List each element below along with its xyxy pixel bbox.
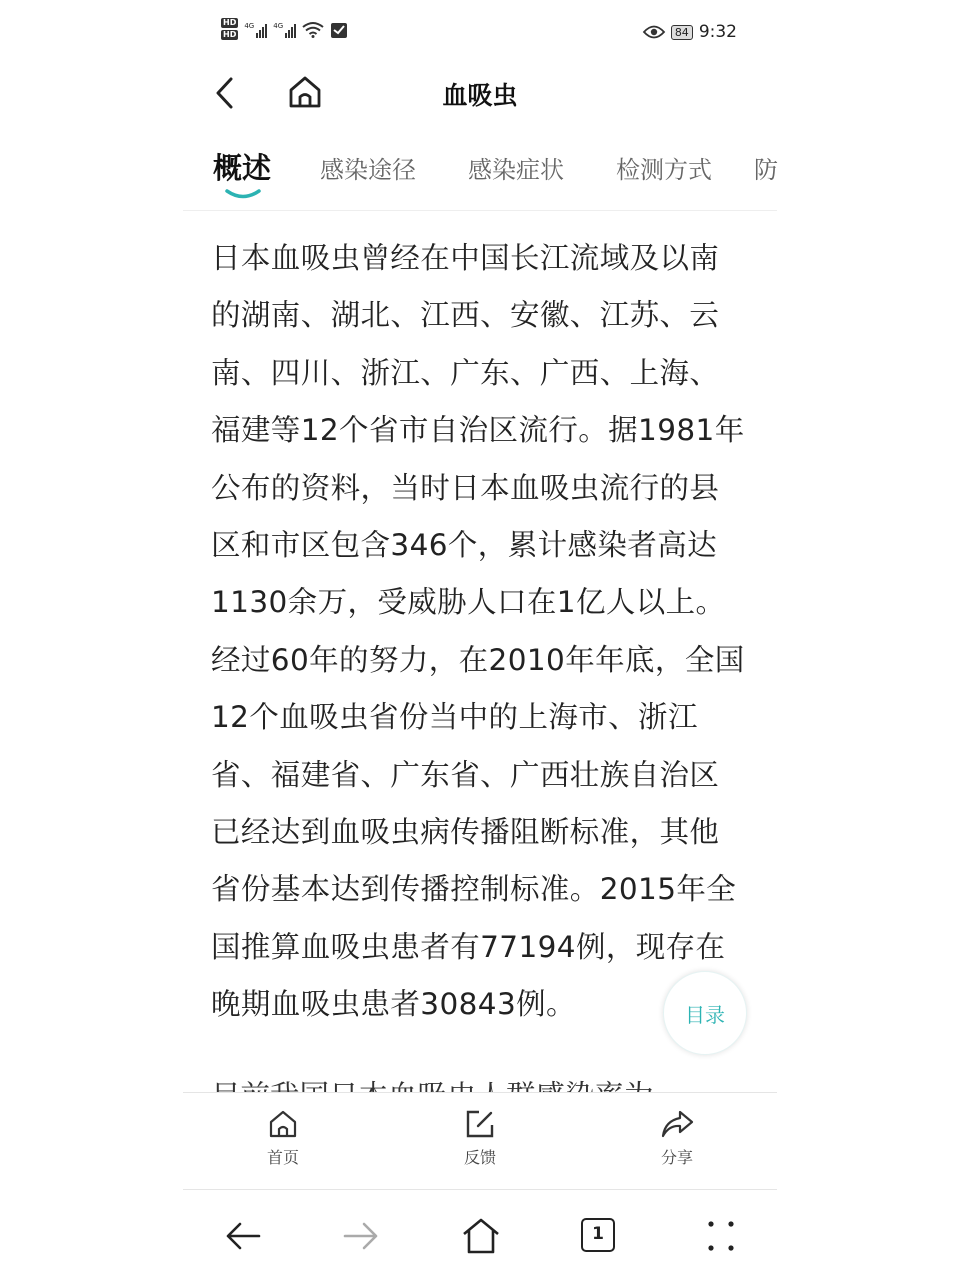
page-header xyxy=(183,64,777,122)
nav-tabs-button[interactable]: 1 xyxy=(581,1218,615,1252)
status-bar xyxy=(183,14,777,54)
signal-icon-1 xyxy=(244,22,267,38)
article-line: 经过60年的努力，在2010年年底，全国 xyxy=(211,642,745,677)
tab-infection-symptoms[interactable]: 感染症状 xyxy=(468,156,564,184)
tab-divider xyxy=(183,210,777,211)
nav-home-icon[interactable] xyxy=(461,1216,501,1256)
article-line: 1130余万，受威胁人口在1亿人以上。 xyxy=(211,585,726,620)
clock: 9:32 xyxy=(698,22,737,42)
bottom-toolbar xyxy=(183,1092,777,1190)
toc-button[interactable]: 目录 xyxy=(663,971,747,1055)
battery-icon: 84 xyxy=(671,25,693,40)
wifi-icon xyxy=(302,22,324,38)
article-line: 省份基本达到传播控制标准。2015年全 xyxy=(211,872,737,907)
status-left xyxy=(221,18,348,42)
hd-indicator xyxy=(221,18,238,42)
hd-label-2: HD xyxy=(223,30,237,39)
article-line: 日本血吸虫曾经在中国长江流域及以南 xyxy=(211,241,720,275)
article-line: 已经达到血吸虫病传播阻断标准，其他 xyxy=(211,815,720,850)
article-line: 的湖南、湖北、江西、安徽、江苏、云 xyxy=(211,298,720,333)
edit-icon xyxy=(465,1109,495,1139)
tab-detection-method[interactable]: 检测方式 xyxy=(616,156,712,184)
article-line: 区和市区包含346个，累计感染者高达 xyxy=(211,528,718,563)
article-body xyxy=(211,230,756,1034)
toolbar-feedback-button[interactable] xyxy=(430,1109,530,1168)
article-next-line-clipped xyxy=(211,1068,756,1094)
active-tab-indicator xyxy=(225,188,261,200)
article-line: 省、福建省、广东省、广西壮族自治区 xyxy=(211,757,720,792)
tab-infection-route[interactable]: 感染途径 xyxy=(320,156,416,184)
article-line: 12个血吸虫省份当中的上海市、浙江 xyxy=(211,700,698,735)
phone-screen xyxy=(183,0,777,1280)
status-right xyxy=(643,22,737,42)
article-line: 国推算血吸虫患者有77194例，现存在 xyxy=(211,929,726,964)
notification-icon xyxy=(330,21,348,39)
nav-back-icon[interactable] xyxy=(223,1216,263,1256)
hd-label-1: HD xyxy=(223,18,237,27)
article-line: 福建等12个省市自治区流行。据1981年 xyxy=(211,413,745,448)
signal-icon-2 xyxy=(273,22,296,38)
toolbar-feedback-label: 反馈 xyxy=(463,1148,496,1167)
nav-forward-icon[interactable] xyxy=(341,1216,381,1256)
toolbar-share-button[interactable] xyxy=(627,1109,727,1168)
browser-navigation-bar xyxy=(183,1190,777,1280)
toolbar-home-button[interactable] xyxy=(233,1109,333,1168)
home-icon xyxy=(268,1109,298,1139)
tab-bar xyxy=(213,140,777,206)
toolbar-share-label: 分享 xyxy=(660,1148,693,1167)
tab-overview[interactable]: 概述 xyxy=(213,151,272,185)
network-type-2: 4G xyxy=(273,22,284,30)
article-line: 公布的资料，当时日本血吸虫流行的县 xyxy=(211,470,720,505)
eye-comfort-icon xyxy=(643,25,665,39)
share-icon xyxy=(660,1109,694,1139)
network-type-1: 4G xyxy=(244,22,255,30)
nav-menu-icon[interactable] xyxy=(701,1216,741,1256)
toolbar-home-label: 首页 xyxy=(266,1148,299,1167)
article-line: 南、四川、浙江、广东、广西、上海、 xyxy=(211,355,720,390)
page-title: 血吸虫 xyxy=(442,81,518,110)
tab-prevention[interactable]: 防 xyxy=(754,156,778,184)
article-line: 晚期血吸虫患者30843例。 xyxy=(211,987,576,1022)
